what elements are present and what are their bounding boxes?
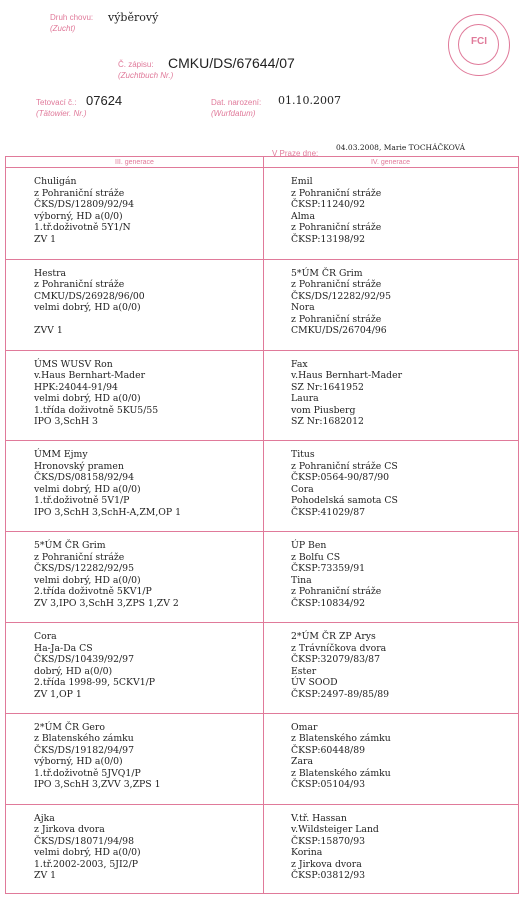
- pedigree-row: [6, 259, 518, 350]
- entry-line: z Trávníčkova dvora: [291, 642, 387, 654]
- entry-line: Emil: [291, 176, 313, 187]
- entry-line: ZV 1: [34, 233, 57, 245]
- birth-date-value: 01.10.2007: [278, 94, 341, 107]
- entry-line: Laura: [291, 393, 319, 405]
- entry-line: z Pohraniční stráže: [34, 279, 125, 291]
- entry-line: Hestra: [34, 267, 67, 279]
- entry-line: Cora: [291, 483, 314, 495]
- pedigree-row: [6, 440, 518, 531]
- entry-line: Tina: [291, 574, 312, 586]
- entry-line: Fax: [291, 358, 308, 370]
- pedigree-row: [6, 531, 518, 622]
- entry-line: V.tř. Hassan: [291, 812, 347, 824]
- entry-line: z Pohraniční stráže: [291, 586, 382, 598]
- entry-line: výborný, HD a(0/0): [34, 210, 123, 222]
- parent-entry: [34, 722, 161, 791]
- entry-line: ČKSP:60448/89: [291, 744, 366, 756]
- entry-line: Zara: [291, 756, 313, 768]
- place-label: V Praze dne:: [272, 149, 319, 158]
- entry-line: ČKSP:11240/92: [291, 199, 366, 210]
- entry-line: Titus: [291, 449, 315, 461]
- entry-line: velmi dobrý, HD a(0/0): [34, 574, 141, 586]
- entry-line: CMKU/DS/26928/96/00: [34, 290, 145, 302]
- entry-line: ÚP Ben: [291, 540, 327, 552]
- entry-line: 1.tř.doživotně 5V1/P: [34, 495, 130, 507]
- entry-line: ČKSP:32079/83/87: [291, 654, 380, 665]
- entry-line: z Pohraniční stráže CS: [291, 460, 398, 472]
- entry-line: HPK:24044-91/94: [34, 381, 118, 393]
- column-header-fourth-generation: IV. generace: [263, 157, 518, 168]
- entry-line: Pohodelská samota CS: [291, 495, 398, 507]
- entry-line: 2*ÚM ČR ZP Arys: [291, 631, 376, 642]
- entry-line: z Blatenského zámku: [291, 767, 391, 779]
- entry-line: z Bolfu CS: [291, 551, 341, 563]
- fci-seal-text: FCI: [470, 36, 488, 47]
- parent-entry: [34, 176, 134, 245]
- entry-line: 1.tř.doživotně 5Y1/N: [34, 222, 131, 233]
- entry-line: ČKS/DS/10439/92/97: [34, 654, 135, 665]
- entry-line: ÚMM Ejmy: [34, 449, 88, 461]
- entry-line: ZVV 1: [34, 325, 63, 337]
- entry-line: ČKS/DS/12282/92/95: [34, 563, 135, 575]
- entry-line: Omar: [291, 721, 318, 733]
- entry-line: Alma: [291, 210, 316, 222]
- entry-line: 2.třída doživotně 5KV1/P: [34, 586, 152, 598]
- place-date-signature: 04.03.2008, Marie TOCHÁČKOVÁ: [336, 143, 465, 152]
- entry-line: ČKS/DS/19182/94/97: [34, 744, 135, 756]
- entry-line: Ester: [291, 665, 317, 677]
- entry-line: Chuligán: [34, 176, 77, 187]
- entry-line: 2*ÚM ČR Gero: [34, 721, 105, 733]
- registry-label: Č. zápisu: (Zuchtbuch Nr.): [118, 60, 174, 80]
- entry-line: z Pohraniční stráže: [291, 279, 382, 291]
- tattoo-label: Tetovací č.: (Tätowier. Nr.): [36, 98, 87, 118]
- breed-type-label: Druh chovu: (Zucht): [50, 13, 94, 33]
- parent-entry: [34, 540, 179, 609]
- entry-line: z Pohraniční stráže: [291, 187, 382, 199]
- entry-line: v.Haus Bernhart-Mader: [291, 370, 403, 382]
- entry-line: ČKS/DS/12282/92/95: [291, 290, 392, 302]
- parent-entry: [34, 268, 145, 337]
- entry-line: 1.třída doživotně 5KU5/55: [34, 404, 159, 416]
- entry-line: z Blatenského zámku: [34, 733, 134, 745]
- entry-line: ZV 1,OP 1: [34, 688, 82, 700]
- parent-entry: [34, 631, 155, 700]
- entry-line: ČKSP:10834/92: [291, 597, 366, 609]
- parent-entry: [34, 449, 181, 518]
- entry-line: z Jirkova dvora: [291, 858, 362, 870]
- entry-line: velmi dobrý, HD a(0/0): [34, 847, 141, 859]
- pedigree-table: [5, 156, 519, 894]
- grandparent-entry: [291, 813, 379, 882]
- entry-line: z Pohraniční stráže: [34, 551, 125, 563]
- entry-line: ČKSP:73359/91: [291, 563, 366, 575]
- entry-line: ZV 1: [34, 870, 57, 882]
- entry-line: ČKSP:05104/93: [291, 779, 366, 791]
- pedigree-row: [6, 168, 518, 259]
- entry-line: velmi dobrý, HD a(0/0): [34, 483, 141, 495]
- entry-line: ČKSP:41029/87: [291, 506, 366, 518]
- entry-line: ČKSP:03812/93: [291, 870, 366, 882]
- parent-entry: [34, 359, 158, 428]
- entry-line: ČKS/DS/08158/92/94: [34, 472, 135, 484]
- grandparent-entry: [291, 540, 381, 609]
- entry-line: Ha-Ja-Da CS: [34, 642, 93, 654]
- entry-line: z Pohraniční stráže: [291, 313, 382, 325]
- entry-line: ÚMS WUSV Ron: [34, 358, 113, 370]
- entry-line: CMKU/DS/26704/96: [291, 325, 387, 337]
- grandparent-entry: [291, 176, 381, 245]
- breed-type-value: výběrový: [108, 11, 159, 24]
- entry-line: 1.tř.doživotně 5JVQ1/P: [34, 767, 141, 779]
- entry-line: SZ Nr:1682012: [291, 416, 364, 428]
- column-header-third-generation: III. generace: [6, 157, 263, 168]
- entry-line: Nora: [291, 302, 315, 314]
- grandparent-entry: [291, 631, 389, 700]
- registry-value: CMKU/DS/67644/07: [168, 55, 295, 71]
- entry-line: vom Piusberg: [291, 404, 356, 416]
- entry-line: 2.třída 1998-99, 5CKV1/P: [34, 677, 156, 688]
- entry-line: z Jirkova dvora: [34, 824, 105, 836]
- pedigree-row: [6, 622, 518, 713]
- entry-line: z Pohraniční stráže: [291, 222, 382, 233]
- entry-line: velmi dobrý, HD a(0/0): [34, 302, 141, 314]
- entry-line: Cora: [34, 631, 57, 642]
- entry-line: ČKSP:13198/92: [291, 233, 366, 245]
- entry-line: Korina: [291, 847, 323, 859]
- grandparent-entry: [291, 268, 391, 337]
- entry-line: 1.tř.2002-2003, 5JI2/P: [34, 858, 138, 870]
- entry-line: [34, 314, 145, 326]
- grandparent-entry: [291, 449, 398, 518]
- entry-line: výborný, HD a(0/0): [34, 756, 123, 768]
- entry-line: 5*ÚM ČR Grim: [34, 540, 106, 552]
- grandparent-entry: [291, 722, 391, 791]
- entry-line: ZV 3,IPO 3,SchH 3,ZPS 1,ZV 2: [34, 597, 179, 609]
- entry-line: Ajka: [34, 812, 55, 824]
- entry-line: SZ Nr:1641952: [291, 381, 364, 393]
- entry-line: z Blatenského zámku: [291, 733, 391, 745]
- entry-line: 5*ÚM ČR Grim: [291, 267, 363, 279]
- pedigree-row: [6, 804, 518, 895]
- entry-line: ÚV SOOD: [291, 677, 338, 688]
- entry-line: v.Haus Bernhart-Mader: [34, 370, 146, 382]
- entry-line: z Pohraniční stráže: [34, 187, 125, 199]
- entry-line: ČKSP:0564-90/87/90: [291, 472, 390, 484]
- tattoo-value: 07624: [86, 93, 123, 108]
- entry-line: IPO 3,SchH 3: [34, 416, 98, 428]
- entry-line: v.Wildsteiger Land: [291, 824, 379, 836]
- entry-line: dobrý, HD a(0/0): [34, 665, 113, 677]
- pedigree-row: [6, 713, 518, 804]
- pedigree-row: [6, 350, 518, 441]
- parent-entry: [34, 813, 141, 882]
- entry-line: IPO 3,SchH 3,SchH-A,ZM,OP 1: [34, 506, 182, 518]
- entry-line: ČKS/DS/12809/92/94: [34, 199, 135, 210]
- entry-line: IPO 3,SchH 3,ZVV 3,ZPS 1: [34, 779, 161, 791]
- entry-line: ČKS/DS/18071/94/98: [34, 835, 135, 847]
- entry-line: ČKSP:15870/93: [291, 835, 366, 847]
- birth-date-label: Dat. narození: (Wurfdatum): [211, 98, 262, 118]
- grandparent-entry: [291, 359, 402, 428]
- fci-seal: [448, 14, 510, 76]
- entry-line: Hronovský pramen: [34, 460, 124, 472]
- entry-line: ČKSP:2497-89/85/89: [291, 688, 390, 700]
- entry-line: velmi dobrý, HD a(0/0): [34, 393, 141, 405]
